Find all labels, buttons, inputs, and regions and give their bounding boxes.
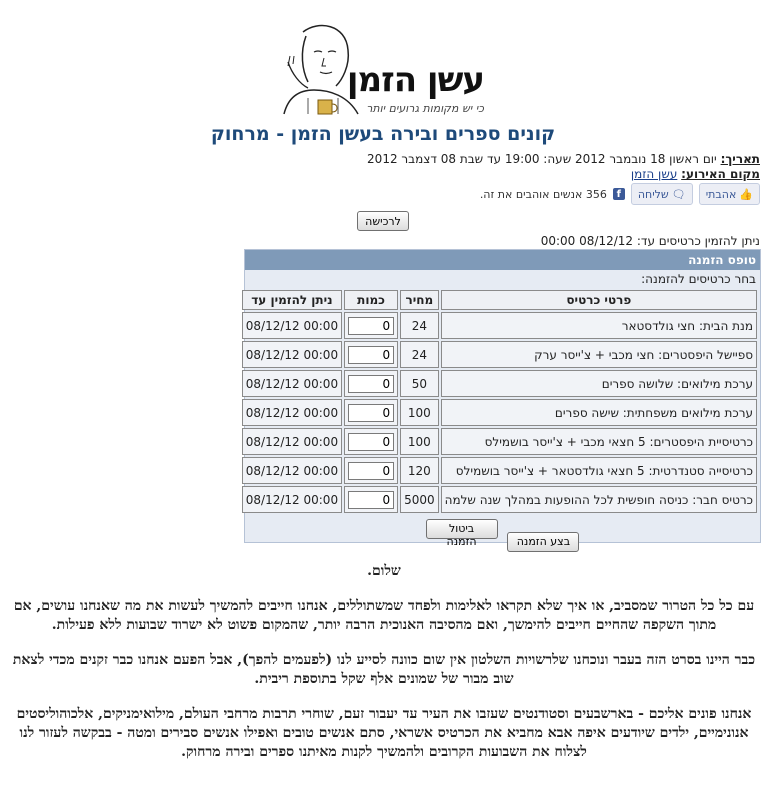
like-count-text: 356 אנשים אוהבים את זה. [479, 187, 607, 201]
ticket-price: 120 [400, 457, 439, 484]
greeting: שלום. [367, 563, 401, 579]
like-label: אהבתי [705, 187, 737, 201]
ticket-price: 100 [400, 428, 439, 455]
ticket-description: כרטיס חבר: כניסה חופשית לכל ההופעות במהלך שנה שלמה [441, 486, 757, 513]
ticket-description: כרטיסיית היפסטרים: 5 חצאי מכבי + צ'ייסר בושמילס [441, 428, 757, 455]
column-header-desc: פרטי כרטיס [441, 290, 757, 310]
quantity-input[interactable] [348, 491, 394, 509]
ticket-price: 50 [400, 370, 439, 397]
form-buttons [245, 519, 760, 552]
table-row [242, 312, 757, 339]
table-row [242, 428, 757, 455]
ticket-order-until: 08/12/12 00:00 [242, 312, 342, 339]
quantity-input[interactable] [348, 462, 394, 480]
event-date-line [367, 152, 760, 166]
send-label: שליחה [637, 187, 669, 201]
table-header-row [242, 290, 757, 310]
ticket-order-until: 08/12/12 00:00 [242, 428, 342, 455]
logo-tagline: כי יש מקומות גרועים יותר [366, 102, 484, 115]
table-row [242, 486, 757, 513]
table-row [242, 399, 757, 426]
table-row [242, 341, 757, 368]
ticket-description: כרטיסייה סטנדרטית: 5 חצאי גולדסטאר + צ'ייסר בושמילס [441, 457, 757, 484]
facebook-icon: f [613, 188, 625, 200]
ticket-order-until: 08/12/12 00:00 [242, 486, 342, 513]
site-logo[interactable] [278, 22, 490, 118]
ticket-price: 24 [400, 312, 439, 339]
tickets-table [240, 288, 759, 515]
column-header-until: ניתן להזמין עד [242, 290, 342, 310]
quantity-input[interactable] [348, 404, 394, 422]
table-row [242, 370, 757, 397]
ticket-order-until: 08/12/12 00:00 [242, 341, 342, 368]
quantity-input[interactable] [348, 375, 394, 393]
ticket-quantity-cell [344, 399, 398, 426]
thumbs-up-icon: 👍 [739, 187, 753, 201]
order-form [244, 249, 761, 548]
venue-line [631, 167, 760, 181]
paragraph-1: עם כל כל הטרור שמסביב, או איך שלא תקראו לאלימות ולפחד שמשתוללים, אנחנו חייבים להמשיך לעשות את מה שאנחנו עושים, אם מתוך השקפה שהחיים חייבים להימשך, ואם מהסיבה האנוכית הרבה יותר, שהמקום פשוט לא ישרוד שבועות ללא פעילות. [13, 598, 755, 633]
venue-label: מקום האירוע: [681, 167, 760, 181]
table-row [242, 457, 757, 484]
speech-bubble-icon: 🗨 [671, 187, 686, 201]
quantity-input[interactable] [348, 317, 394, 335]
paragraph-3: אנחנו פונים אליכם - בארשבעים וסטודנטים שעזבו את העיר עד יעבור זעם, שוחרי תרבות מרחבי העולם, מילואימניקים, אלכוהוליסטים אנונימיים, ילדים שיודעים איפה אבא מחביא את הכרטיס אשראי, סתם אנשים טובים ואפילו אנשים סבירים ומטה - בבקשה לעזור לנו לצלוח את השבועות הקרובים ולהמשיך לקנות מאיתנו ספרים ובירה מרחוק. [16, 706, 752, 760]
ticket-quantity-cell [344, 370, 398, 397]
choose-tickets-label: בחר כרטיסים להזמנה: [641, 272, 756, 286]
ticket-quantity-cell [344, 457, 398, 484]
page-title: קונים ספרים ובירה בעשן הזמן - מרחוק [210, 123, 556, 145]
submit-order-button[interactable]: בצע הזמנה [507, 532, 579, 552]
ticket-description: ספיישל היפסטרים: חצי מכבי + צ'ייסר ערק [441, 341, 757, 368]
order-deadline: ניתן להזמין כרטיסים עד: 08/12/12 00:00 [540, 234, 760, 248]
facebook-send-button[interactable] [631, 183, 693, 205]
facebook-widget [480, 182, 760, 206]
ticket-description: ערכת מילואים: שלושה ספרים [441, 370, 757, 397]
ticket-order-until: 08/12/12 00:00 [242, 399, 342, 426]
venue-link[interactable]: עשן הזמן [630, 167, 678, 181]
ticket-quantity-cell [344, 341, 398, 368]
ticket-price: 5000 [400, 486, 439, 513]
logo-brand-text: עשן הזמן [346, 60, 484, 100]
register-button[interactable]: לרכישה [357, 211, 409, 231]
column-header-price: מחיר [400, 290, 439, 310]
date-value: יום ראשון 18 נובמבר 2012 שעה: 19:00 עד שבת 08 דצמבר 2012 [367, 152, 717, 166]
ticket-quantity-cell [344, 428, 398, 455]
date-label: תאריך: [720, 152, 760, 166]
ticket-quantity-cell [344, 312, 398, 339]
ticket-description: ערכת מילואים משפחתית: שישה ספרים [441, 399, 757, 426]
ticket-description: מנת הבית: חצי גולדסטאר [441, 312, 757, 339]
cancel-order-button[interactable]: ביטול הזמנה [426, 519, 498, 539]
quantity-input[interactable] [348, 346, 394, 364]
ticket-price: 24 [400, 341, 439, 368]
ticket-quantity-cell [344, 486, 398, 513]
ticket-price: 100 [400, 399, 439, 426]
ticket-order-until: 08/12/12 00:00 [242, 457, 342, 484]
facebook-like-button[interactable] [699, 183, 760, 205]
order-form-header: טופס הזמנה [245, 250, 760, 270]
paragraph-2: כבר היינו בסרט הזה בעבר ונוכחנו שלרשויות השלטון אין שום כוונה לסייע לנו (לפעמים להפך), אבל הפעם אנחנו כבר זקנים מכדי לצאת שוב מבור של שמונים אלף שקל בתוספת ריבית. [12, 652, 756, 687]
ticket-order-until: 08/12/12 00:00 [242, 370, 342, 397]
quantity-input[interactable] [348, 433, 394, 451]
column-header-qty: כמות [344, 290, 398, 310]
message-body [6, 562, 762, 778]
